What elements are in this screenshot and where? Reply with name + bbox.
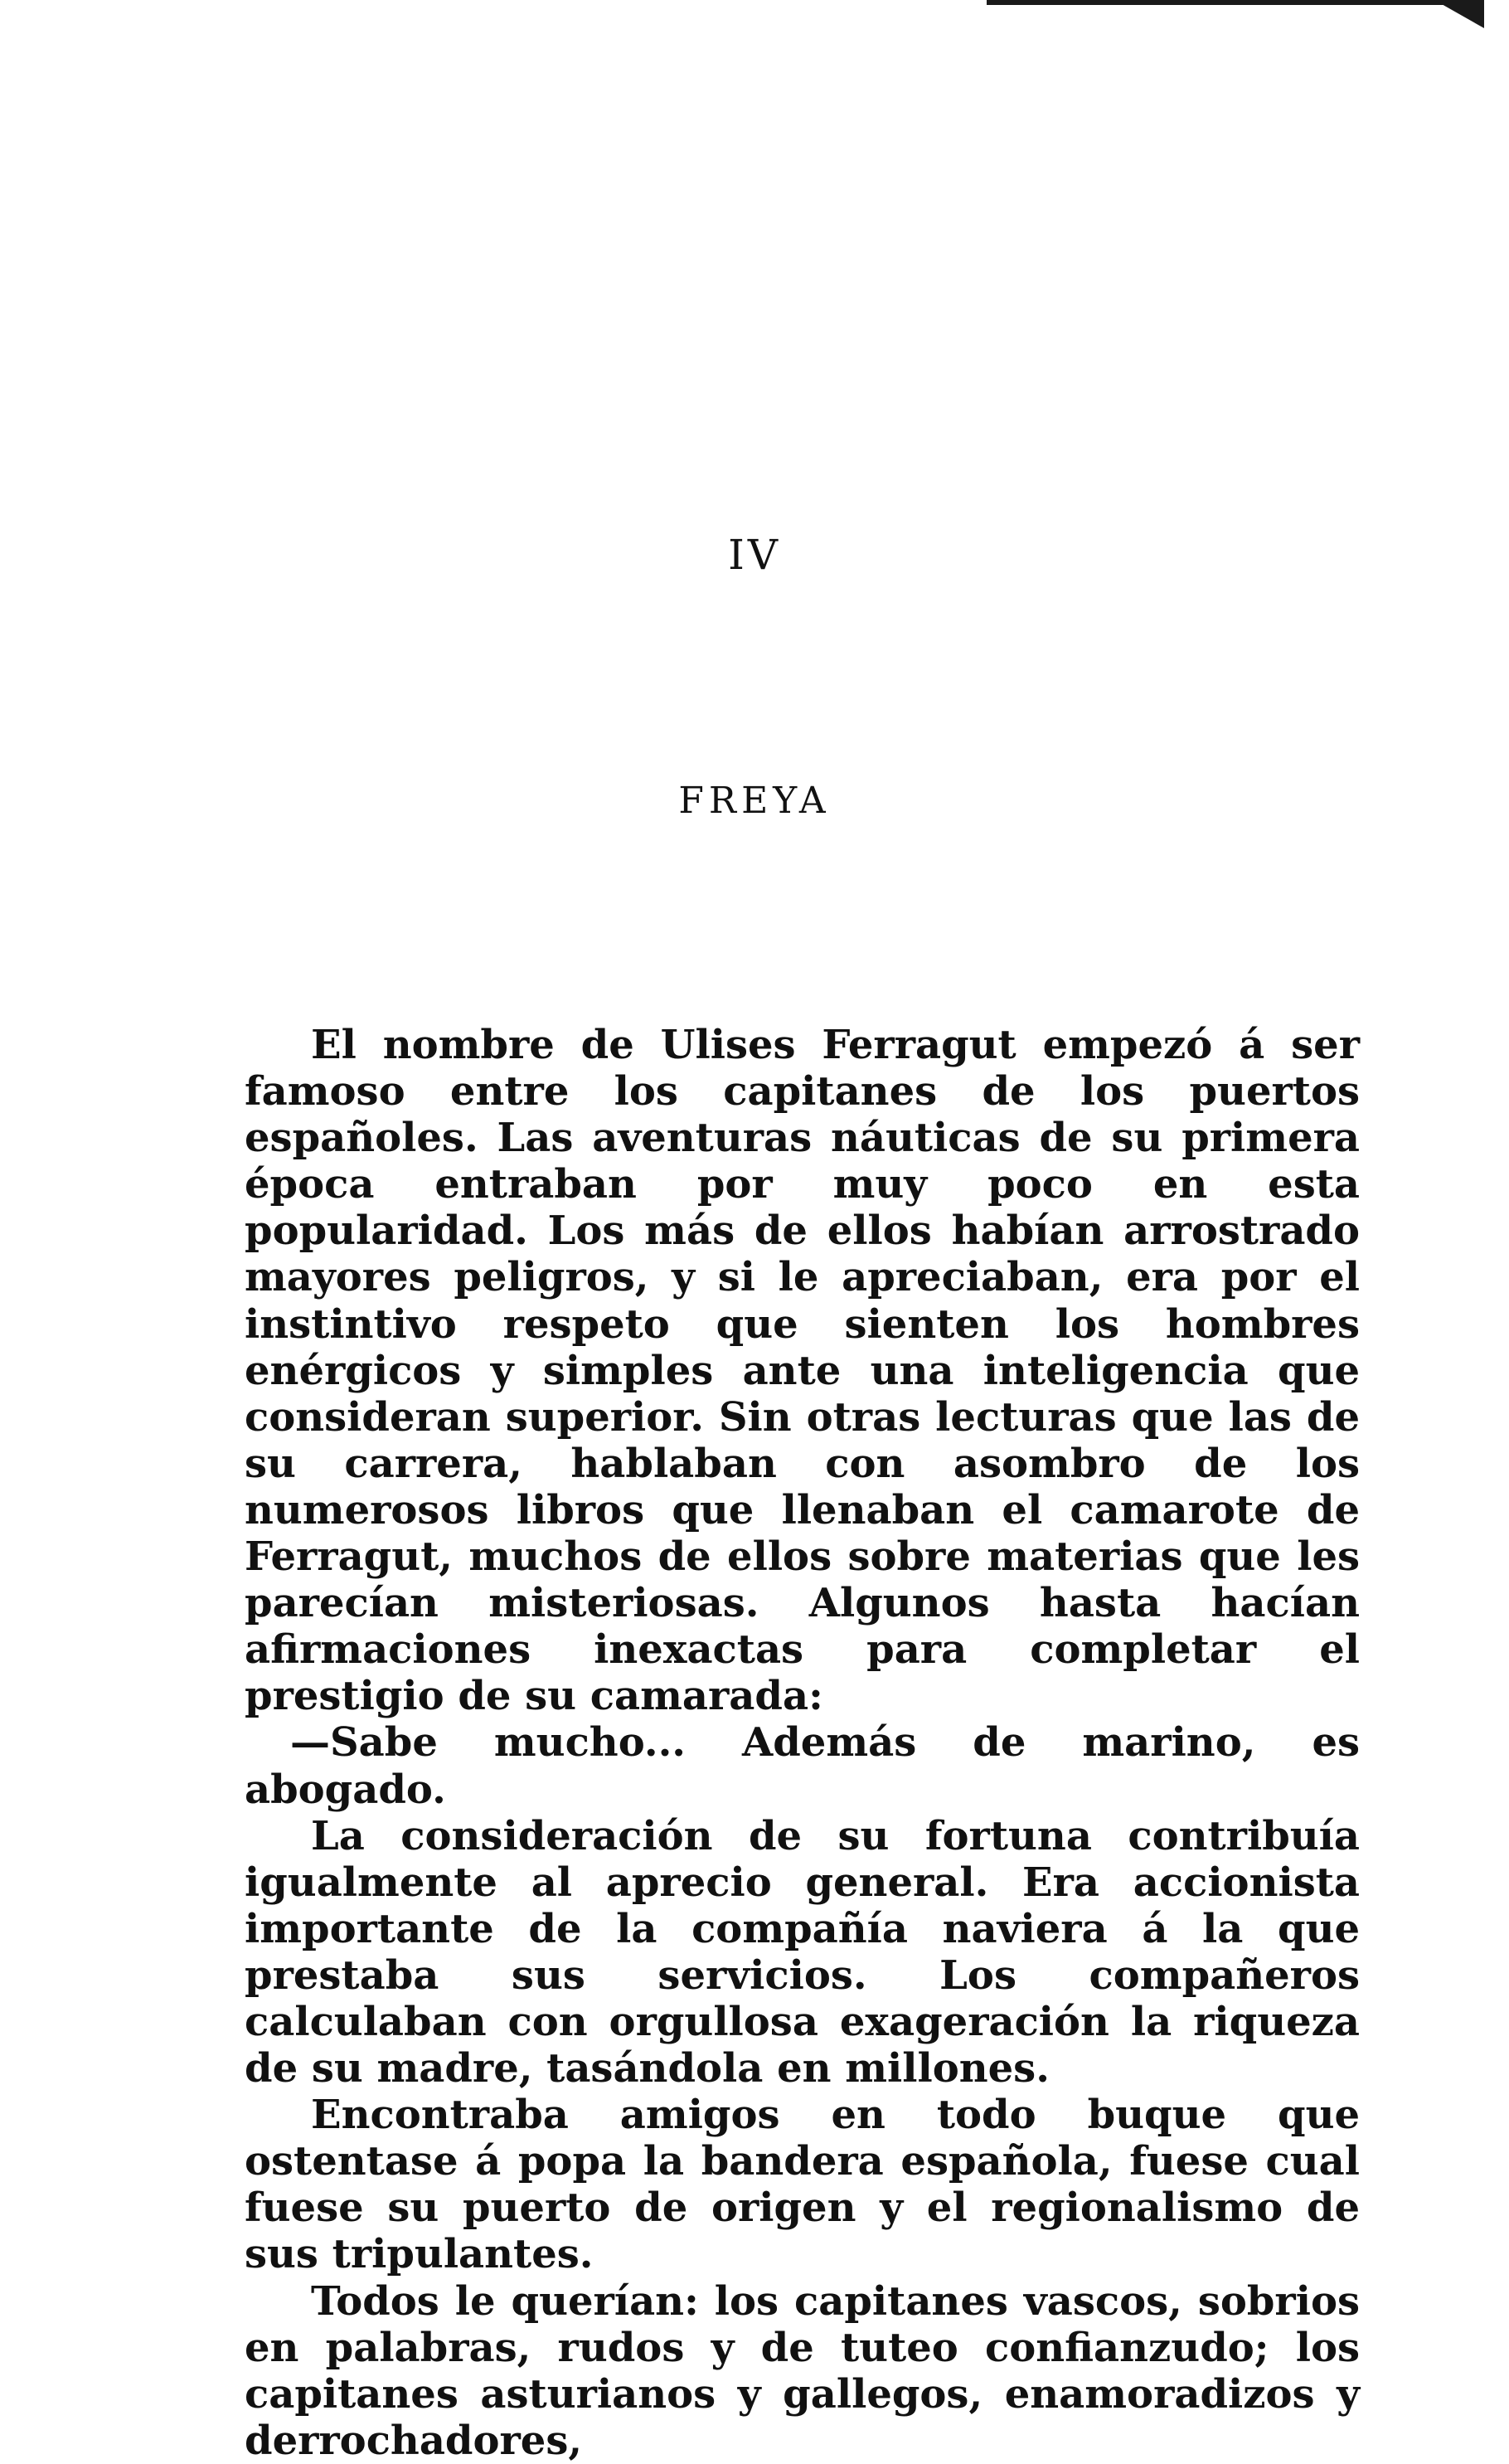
paragraph-5: Todos le querían: los capitanes vascos, sobrios en palabras, rudos y de tuteo confianzudo; los capitanes asturianos y gallegos, enamoradizos y derrochadores, [245,2277,1360,2464]
paragraph-3: La consideración de su fortuna contribuía igualmente al aprecio general. Era accionista importante de la compañía naviera á la que prestaba sus servicios. Los compañeros calculaban con orgullosa exageración la riqueza de su madre, tasándola en millones. [245,1812,1360,2092]
paragraph-4: Encontraba amigos en todo buque que ostentase á popa la bandera española, fuese cual fuese su puerto de origen y el regionalismo de sus tripulantes. [245,2092,1360,2278]
paragraph-1: El nombre de Ulises Ferragut empezó á ser famoso entre los capitanes de los puertos españoles. Las aventuras náuticas de su primera época entraban por muy poco en esta popularidad. Los más de ellos habían arrostrado mayores peligros, y si le apreciaban, era por el instintivo respeto que sienten los hombres enérgicos y simples ante una inteligencia que consideran superior. Sin otras lecturas que las de su carrera, hablaban con asombro de los numerosos libros que llenaban el camarote de Ferragut, muchos de ellos sobre materias que les parecían misteriosas. Algunos hasta hacían afirmaciones inexactas para completar el prestigio de su camarada: [245,1022,1360,1720]
chapter-number: IV [728,531,781,579]
chapter-body [245,1022,1360,2464]
paragraph-2-dialogue: —Sabe mucho... Además de marino, es abogado. [245,1719,1360,1813]
chapter-title: FREYA [678,780,831,822]
top-edge-rule [987,0,1484,5]
top-edge-corner-mark [1434,0,1484,28]
